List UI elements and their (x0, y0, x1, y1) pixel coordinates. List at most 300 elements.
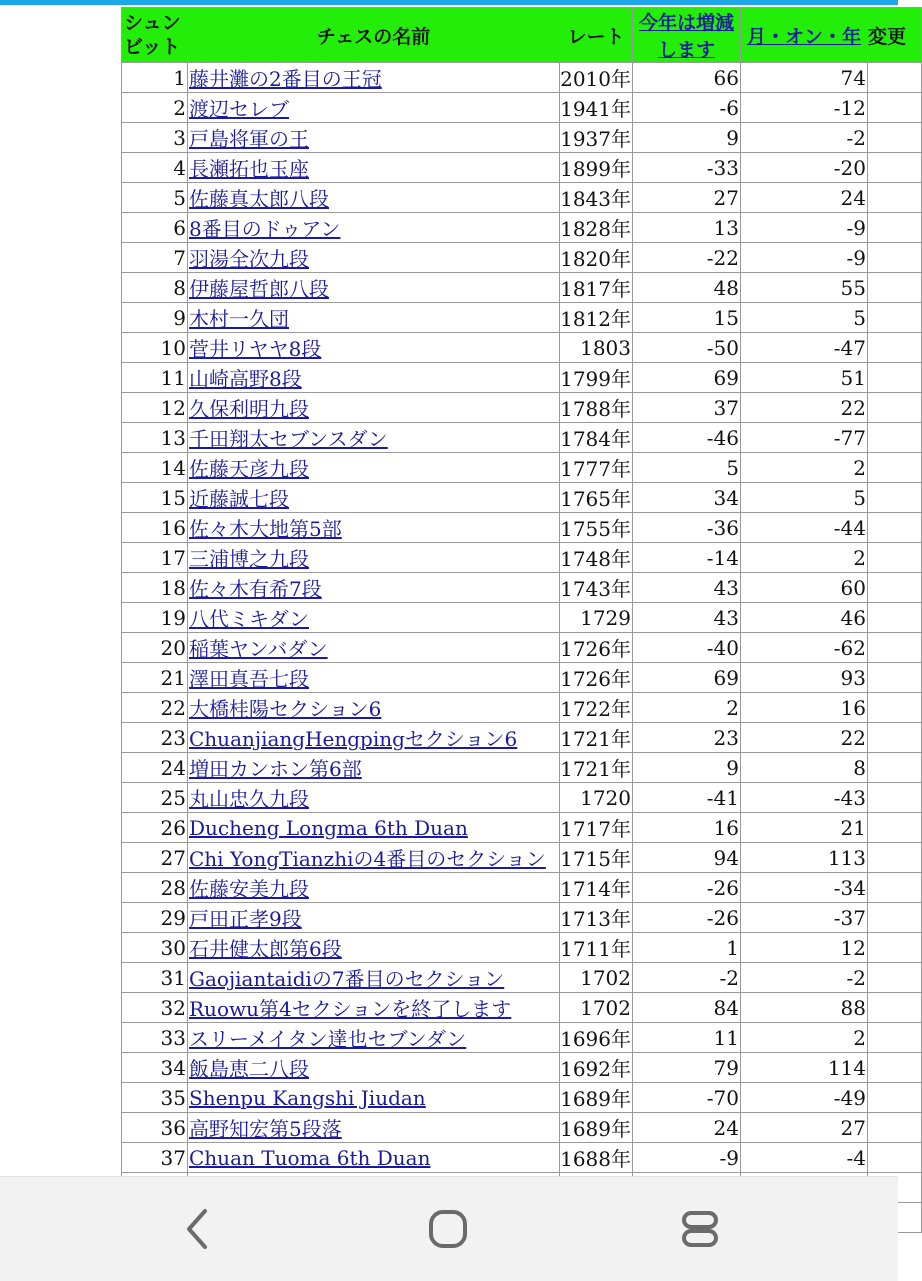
player-link[interactable]: Ruowu第4セクションを終了します (189, 997, 512, 1021)
extra-cell (868, 273, 922, 303)
month-change-cell: -47 (741, 333, 868, 363)
rate-cell: 1828年 (560, 213, 633, 243)
month-change-cell: 22 (741, 393, 868, 423)
rate-cell: 1755年 (560, 513, 633, 543)
rank-cell: 34 (122, 1053, 188, 1083)
player-name-cell[interactable] (188, 183, 560, 213)
month-change-cell: -2 (741, 963, 868, 993)
extra-cell (868, 123, 922, 153)
table-row (122, 243, 922, 273)
rating-table-container[interactable] (121, 7, 907, 1176)
extra-cell (868, 153, 922, 183)
year-change-cell: 43 (633, 573, 741, 603)
year-change-cell: -2 (633, 963, 741, 993)
rating-table (121, 7, 922, 1233)
month-change-cell: -44 (741, 513, 868, 543)
table-row (122, 213, 922, 243)
player-name-cell[interactable] (188, 663, 560, 693)
back-chevron-icon (183, 1207, 213, 1251)
month-change-cell: 88 (741, 993, 868, 1023)
table-row (122, 393, 922, 423)
rate-cell: 1696年 (560, 1023, 633, 1053)
rate-cell: 1721年 (560, 723, 633, 753)
player-name-cell[interactable] (188, 783, 560, 813)
player-name-cell[interactable] (188, 63, 560, 93)
year-change-cell: 43 (633, 603, 741, 633)
year-change-cell: 5 (633, 453, 741, 483)
rate-cell: 1702 (560, 993, 633, 1023)
month-change-cell: -4 (741, 1143, 868, 1173)
rate-cell: 1714年 (560, 873, 633, 903)
month-change-cell: 27 (741, 1113, 868, 1143)
rate-cell: 1803 (560, 333, 633, 363)
player-link[interactable]: 佐々木大地第5部 (189, 517, 342, 541)
player-link[interactable]: 高野知宏第5段落 (189, 1117, 342, 1141)
year-change-cell: 79 (633, 1053, 741, 1083)
rank-cell: 16 (122, 513, 188, 543)
year-change-cell: -41 (633, 783, 741, 813)
table-row (122, 573, 922, 603)
year-change-cell: -22 (633, 243, 741, 273)
table-row (122, 693, 922, 723)
rate-cell: 1937年 (560, 123, 633, 153)
player-link[interactable]: 渡辺セレブ (189, 97, 289, 121)
player-link[interactable]: Chi YongTianzhiの4番目のセクション (189, 847, 546, 871)
extra-cell (868, 753, 922, 783)
recent-apps-icon (681, 1209, 719, 1249)
player-name-cell[interactable] (188, 153, 560, 183)
rate-cell: 1717年 (560, 813, 633, 843)
table-row (122, 783, 922, 813)
extra-cell (868, 63, 922, 93)
rank-cell: 36 (122, 1113, 188, 1143)
player-link[interactable]: 稲葉ヤンバダン (189, 637, 328, 661)
year-change-cell: -33 (633, 153, 741, 183)
player-link[interactable]: 木村一久団 (189, 307, 289, 331)
player-name-cell[interactable] (188, 963, 560, 993)
extra-cell (868, 393, 922, 423)
year-change-cell: 16 (633, 813, 741, 843)
extra-cell (868, 723, 922, 753)
month-change-cell: -43 (741, 783, 868, 813)
table-header-row (122, 8, 922, 63)
extra-cell (868, 1083, 922, 1113)
player-name-cell[interactable] (188, 513, 560, 543)
rate-cell: 1743年 (560, 573, 633, 603)
rate-cell: 1721年 (560, 753, 633, 783)
rank-cell: 19 (122, 603, 188, 633)
year-change-cell: 66 (633, 63, 741, 93)
year-change-cell: 27 (633, 183, 741, 213)
year-change-cell: 9 (633, 753, 741, 783)
player-name-cell[interactable] (188, 993, 560, 1023)
rank-cell: 28 (122, 873, 188, 903)
year-change-cell: 69 (633, 663, 741, 693)
rate-cell: 1722年 (560, 693, 633, 723)
rank-cell: 24 (122, 753, 188, 783)
month-change-cell: -9 (741, 213, 868, 243)
table-row (122, 123, 922, 153)
player-link[interactable]: Shenpu Kangshi Jiudan (189, 1085, 426, 1110)
header-rank: シュンビット (122, 8, 188, 63)
player-link[interactable]: 山崎高野8段 (189, 367, 302, 391)
year-change-cell: -14 (633, 543, 741, 573)
sort-month-change-link[interactable]: 月・オン・年 (746, 25, 861, 48)
rank-cell: 27 (122, 843, 188, 873)
year-change-cell: -26 (633, 873, 741, 903)
extra-cell (868, 243, 922, 273)
rate-cell: 1820年 (560, 243, 633, 273)
rate-cell: 1711年 (560, 933, 633, 963)
year-change-cell: 48 (633, 273, 741, 303)
month-change-cell: 55 (741, 273, 868, 303)
table-row (122, 753, 922, 783)
player-name-cell[interactable] (188, 903, 560, 933)
table-row (122, 1053, 922, 1083)
month-change-cell: -37 (741, 903, 868, 933)
rank-cell: 22 (122, 693, 188, 723)
table-row (122, 723, 922, 753)
month-change-cell: 93 (741, 663, 868, 693)
header-rate: レート (560, 8, 633, 63)
rank-cell: 18 (122, 573, 188, 603)
rank-cell: 10 (122, 333, 188, 363)
extra-cell (868, 453, 922, 483)
month-change-cell: -34 (741, 873, 868, 903)
month-change-cell: 16 (741, 693, 868, 723)
table-row (122, 93, 922, 123)
year-change-cell: -70 (633, 1083, 741, 1113)
rate-cell: 1720 (560, 783, 633, 813)
year-change-cell: 11 (633, 1023, 741, 1053)
year-change-cell: -40 (633, 633, 741, 663)
table-row (122, 1143, 922, 1173)
table-row (122, 423, 922, 453)
table-row (122, 933, 922, 963)
year-change-cell: -6 (633, 93, 741, 123)
rank-cell: 29 (122, 903, 188, 933)
player-link[interactable]: Ducheng Longma 6th Duan (189, 815, 468, 840)
player-name-cell[interactable] (188, 543, 560, 573)
year-change-cell: 1 (633, 933, 741, 963)
month-change-cell: -20 (741, 153, 868, 183)
rank-cell: 13 (122, 423, 188, 453)
year-change-cell: 69 (633, 363, 741, 393)
player-link[interactable]: ChuanjiangHengpingセクション6 (189, 727, 518, 751)
table-row (122, 963, 922, 993)
player-name-cell[interactable] (188, 333, 560, 363)
table-row (122, 363, 922, 393)
extra-cell (868, 573, 922, 603)
player-name-cell[interactable] (188, 213, 560, 243)
table-row (122, 1083, 922, 1113)
rate-cell: 1843年 (560, 183, 633, 213)
table-row (122, 633, 922, 663)
rate-cell: 1692年 (560, 1053, 633, 1083)
rate-cell: 1777年 (560, 453, 633, 483)
extra-cell (868, 213, 922, 243)
rank-cell: 11 (122, 363, 188, 393)
extra-cell (868, 813, 922, 843)
player-name-cell[interactable] (188, 603, 560, 633)
rate-cell: 1715年 (560, 843, 633, 873)
player-name-cell[interactable] (188, 813, 560, 843)
player-name-cell[interactable] (188, 273, 560, 303)
table-row (122, 513, 922, 543)
player-name-cell[interactable] (188, 933, 560, 963)
rank-cell: 23 (122, 723, 188, 753)
table-row (122, 843, 922, 873)
sort-year-change-link[interactable]: 今年は増減します (638, 12, 734, 61)
rate-cell: 1729 (560, 603, 633, 633)
month-change-cell: -9 (741, 243, 868, 273)
table-row (122, 603, 922, 633)
year-change-cell: 34 (633, 483, 741, 513)
rank-cell: 2 (122, 93, 188, 123)
table-row (122, 333, 922, 363)
extra-cell (868, 933, 922, 963)
player-link[interactable]: 近藤誠七段 (189, 487, 289, 511)
player-link[interactable]: 澤田真吾七段 (189, 667, 309, 691)
year-change-cell: -36 (633, 513, 741, 543)
year-change-cell: -46 (633, 423, 741, 453)
player-link[interactable]: スリーメイタン達也セブンダン (189, 1027, 467, 1051)
rate-cell: 1817年 (560, 273, 633, 303)
rate-cell: 1812年 (560, 303, 633, 333)
player-link[interactable]: 佐藤安美九段 (189, 877, 309, 901)
player-name-cell[interactable] (188, 873, 560, 903)
player-name-cell[interactable] (188, 1113, 560, 1143)
month-change-cell: -12 (741, 93, 868, 123)
extra-cell (868, 1113, 922, 1143)
month-change-cell: 5 (741, 303, 868, 333)
player-link[interactable]: 伊藤屋哲郎八段 (189, 277, 329, 301)
extra-cell (868, 363, 922, 393)
rank-cell: 26 (122, 813, 188, 843)
header-name: チェスの名前 (188, 8, 560, 63)
extra-cell (868, 873, 922, 903)
month-change-cell: 51 (741, 363, 868, 393)
rank-cell: 3 (122, 123, 188, 153)
year-change-cell: -9 (633, 1143, 741, 1173)
year-change-cell: 94 (633, 843, 741, 873)
month-change-cell: 2 (741, 453, 868, 483)
month-change-cell: 5 (741, 483, 868, 513)
extra-cell (868, 663, 922, 693)
extra-cell (868, 993, 922, 1023)
rate-cell: 1713年 (560, 903, 633, 933)
extra-cell (868, 693, 922, 723)
rank-cell: 33 (122, 1023, 188, 1053)
extra-cell (868, 903, 922, 933)
player-link[interactable]: 戸田正孝9段 (189, 907, 302, 931)
rank-cell: 15 (122, 483, 188, 513)
extra-cell (868, 1023, 922, 1053)
rank-cell: 21 (122, 663, 188, 693)
player-link[interactable]: Gaojiantaidiの7番目のセクション (189, 967, 505, 991)
year-change-cell: -50 (633, 333, 741, 363)
rank-cell: 35 (122, 1083, 188, 1113)
player-link[interactable]: 飯島恵二八段 (189, 1057, 309, 1081)
player-link[interactable]: 増田カンホン第6部 (189, 757, 362, 781)
player-name-cell[interactable] (188, 633, 560, 663)
rate-cell: 1689年 (560, 1083, 633, 1113)
recent-apps-button[interactable] (670, 1203, 730, 1255)
rank-cell: 5 (122, 183, 188, 213)
player-name-cell[interactable] (188, 1143, 560, 1173)
table-row (122, 1113, 922, 1143)
extra-cell (868, 423, 922, 453)
rate-cell: 1689年 (560, 1113, 633, 1143)
player-name-cell[interactable] (188, 303, 560, 333)
month-change-cell: 8 (741, 753, 868, 783)
extra-cell (868, 543, 922, 573)
table-row (122, 813, 922, 843)
table-row (122, 63, 922, 93)
player-link[interactable]: 大橋桂陽セクション6 (189, 697, 382, 721)
rank-cell: 30 (122, 933, 188, 963)
rate-cell: 1899年 (560, 153, 633, 183)
player-name-cell[interactable] (188, 453, 560, 483)
extra-cell (868, 1053, 922, 1083)
android-navigation-bar (0, 1176, 898, 1281)
player-name-cell[interactable] (188, 423, 560, 453)
player-link[interactable]: 久保利明九段 (189, 397, 309, 421)
month-change-cell: 60 (741, 573, 868, 603)
rank-cell: 12 (122, 393, 188, 423)
player-link[interactable]: Chuan Tuoma 6th Duan (189, 1145, 431, 1170)
player-link[interactable]: 菅井リヤヤ8段 (189, 337, 322, 361)
rank-cell: 1 (122, 63, 188, 93)
header-year-change[interactable] (633, 8, 741, 63)
rate-cell: 1726年 (560, 663, 633, 693)
player-name-cell[interactable] (188, 123, 560, 153)
player-name-cell[interactable] (188, 693, 560, 723)
table-row (122, 153, 922, 183)
player-name-cell[interactable] (188, 1083, 560, 1113)
table-row (122, 543, 922, 573)
player-link[interactable]: 佐藤真太郎八段 (189, 187, 329, 211)
player-name-cell[interactable] (188, 1023, 560, 1053)
year-change-cell: 24 (633, 1113, 741, 1143)
back-button[interactable] (168, 1203, 228, 1255)
player-link[interactable]: 藤井灘の2番目の王冠 (189, 67, 382, 91)
rank-cell: 8 (122, 273, 188, 303)
table-row (122, 303, 922, 333)
player-link[interactable]: 八代ミキダン (189, 607, 309, 631)
extra-cell (868, 333, 922, 363)
table-row (122, 183, 922, 213)
player-name-cell[interactable] (188, 483, 560, 513)
rank-cell: 7 (122, 243, 188, 273)
player-name-cell[interactable] (188, 363, 560, 393)
rate-cell: 1748年 (560, 543, 633, 573)
rate-cell: 1726年 (560, 633, 633, 663)
month-change-cell: 46 (741, 603, 868, 633)
player-link[interactable]: 長瀬拓也玉座 (189, 157, 309, 181)
player-link[interactable]: 佐藤天彦九段 (189, 457, 309, 481)
header-month-change[interactable] (741, 8, 868, 63)
year-change-cell: -26 (633, 903, 741, 933)
player-link[interactable]: 羽湯全次九段 (189, 247, 309, 271)
player-link[interactable]: 石井健太郎第6段 (189, 937, 342, 961)
player-link[interactable]: 三浦博之九段 (189, 547, 309, 571)
rate-cell: 1688年 (560, 1143, 633, 1173)
year-change-cell: 15 (633, 303, 741, 333)
rank-cell: 37 (122, 1143, 188, 1173)
player-name-cell[interactable] (188, 243, 560, 273)
home-button[interactable] (418, 1203, 478, 1255)
table-row (122, 1023, 922, 1053)
rate-cell: 1784年 (560, 423, 633, 453)
month-change-cell: 74 (741, 63, 868, 93)
table-row (122, 273, 922, 303)
year-change-cell: 2 (633, 693, 741, 723)
extra-cell (868, 93, 922, 123)
player-link[interactable]: 佐々木有希7段 (189, 577, 322, 601)
month-change-cell: 21 (741, 813, 868, 843)
month-change-cell: -49 (741, 1083, 868, 1113)
header-extra: 変更 (868, 8, 922, 63)
top-status-accent (0, 0, 898, 5)
table-row (122, 453, 922, 483)
rate-cell: 1799年 (560, 363, 633, 393)
month-change-cell: -2 (741, 123, 868, 153)
month-change-cell: 113 (741, 843, 868, 873)
player-name-cell[interactable] (188, 723, 560, 753)
table-row (122, 993, 922, 1023)
player-name-cell[interactable] (188, 753, 560, 783)
rate-cell: 1941年 (560, 93, 633, 123)
rank-cell: 32 (122, 993, 188, 1023)
player-name-cell[interactable] (188, 393, 560, 423)
table-row (122, 483, 922, 513)
player-name-cell[interactable] (188, 93, 560, 123)
extra-cell (868, 513, 922, 543)
rank-cell: 9 (122, 303, 188, 333)
month-change-cell: 114 (741, 1053, 868, 1083)
year-change-cell: 84 (633, 993, 741, 1023)
extra-cell (868, 633, 922, 663)
extra-cell (868, 483, 922, 513)
player-link[interactable]: 8番目のドゥアン (189, 217, 341, 241)
month-change-cell: 12 (741, 933, 868, 963)
table-row (122, 663, 922, 693)
player-name-cell[interactable] (188, 1053, 560, 1083)
home-icon (428, 1209, 468, 1249)
rank-cell: 14 (122, 453, 188, 483)
rate-cell: 1702 (560, 963, 633, 993)
extra-cell (868, 783, 922, 813)
player-name-cell[interactable] (188, 573, 560, 603)
rank-cell: 20 (122, 633, 188, 663)
player-link[interactable]: 丸山忠久九段 (189, 787, 309, 811)
extra-cell (868, 963, 922, 993)
rate-cell: 2010年 (560, 63, 633, 93)
player-link[interactable]: 戸島将軍の王 (189, 127, 309, 151)
year-change-cell: 9 (633, 123, 741, 153)
table-row (122, 873, 922, 903)
player-name-cell[interactable] (188, 843, 560, 873)
extra-cell (868, 303, 922, 333)
month-change-cell: 2 (741, 543, 868, 573)
extra-cell (868, 1143, 922, 1173)
rank-cell: 6 (122, 213, 188, 243)
year-change-cell: 37 (633, 393, 741, 423)
player-link[interactable]: 千田翔太セブンスダン (189, 427, 388, 451)
table-row (122, 903, 922, 933)
extra-cell (868, 183, 922, 213)
